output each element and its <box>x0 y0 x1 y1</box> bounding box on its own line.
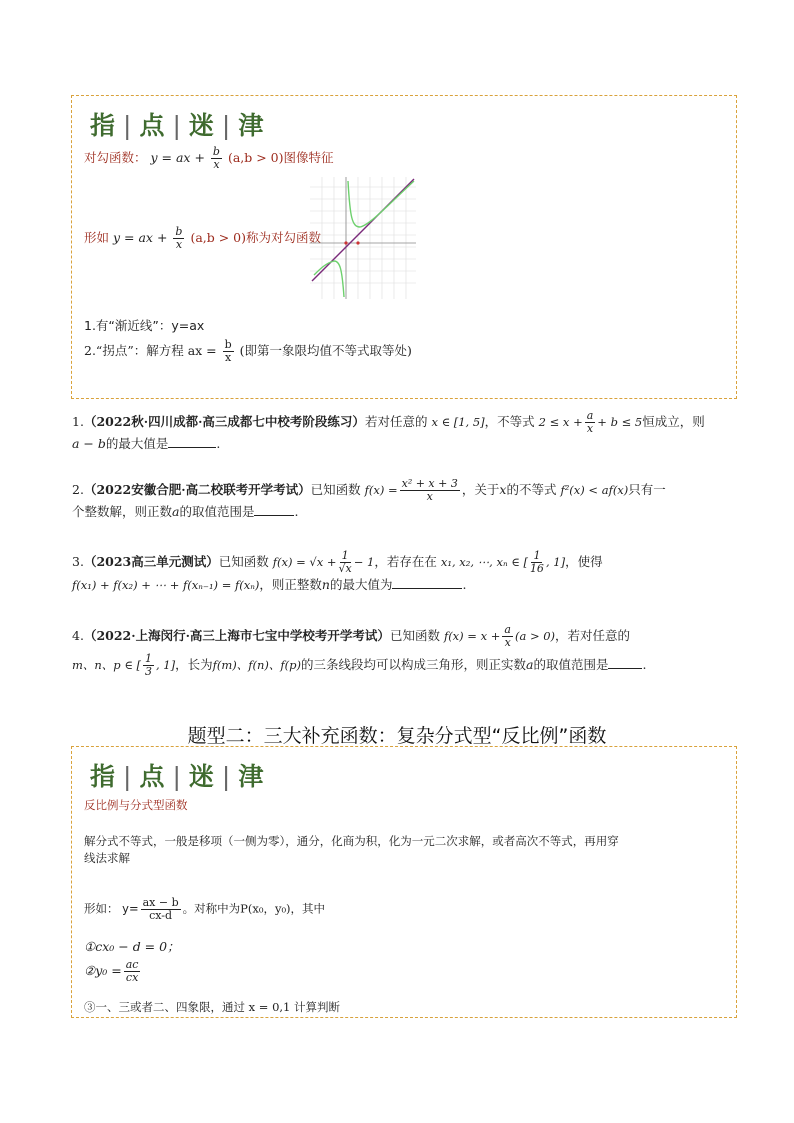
hook-function-graph <box>310 177 416 299</box>
turning-point-note: 2.“拐点”：解方程 ax = $\frac{b}{x}$ (即第一象限均值不等式取等处) <box>84 338 412 365</box>
hook-function-definition: 对勾函数： y = ax + $\frac{b}{x}$ (a,b > 0)图像特征 <box>84 145 334 172</box>
tip-heading: 指 | 点 | 迷 | 津 <box>90 111 266 140</box>
tip-heading: 指 | 点 | 迷 | 津 <box>90 762 266 791</box>
box2-item-3: ③一、三或者二、四象限，通过 x = 0,1 计算判断 <box>84 1000 341 1014</box>
hook-function-form: 形如 y = ax + $\frac{b}{x}$ (a,b > 0)称为对勾函数 <box>84 225 322 252</box>
asymptote-note: 1.有“渐近线”：y=ax <box>84 318 205 333</box>
tip-box-fractional-function <box>71 746 737 1018</box>
question-3: 3.（2023高三单元测试）已知函数 f(x) = √x + $\frac{1}{√x}$ − 1，若存在在 x₁, x₂, ⋯, xₙ ∈ [ $\frac{1}{16}$ , 1]，使得 f(x₁) + f(x₂) + ⋯ + f(xₙ₋₁) = f(xₙ)，则正整数n的最大值为 . <box>72 549 603 593</box>
section-title: 题型二：三大补充函数：复杂分式型“反比例”函数 <box>187 725 607 747</box>
box2-item-1: ①cx₀ − d = 0； <box>84 939 180 954</box>
box2-form: 形如： y= $\frac{ax - b}{cx-d}$ 。对称中为P(x₀，y₀)，其中 <box>84 896 326 923</box>
question-2: 2.（2022安徽合肥·高二校联考开学考试）已知函数 f(x) = $\frac{\text{x² + x + 3}}{x}$ ，关于x的不等式 f²(x) < af(x)只有一 个整数解，则正数a的取值范围是 . <box>72 477 666 520</box>
box2-subtitle: 反比例与分式型函数 <box>84 798 188 812</box>
tip-box-hook-function <box>71 95 737 399</box>
box2-item-2: ②y₀ = $\frac{ac}{cx}$ <box>84 958 139 985</box>
box2-paragraph: 解分式不等式，一般是移项（一侧为零），通分，化商为积，化为一元二次求解，或者高次不等式，再用穿 线法求解 <box>84 834 619 866</box>
question-1: 1.（2022秋·四川成都·高三成都七中校考阶段练习）若对任意的 x ∈ [1, 5]，不等式 2 ≤ x + $\frac{a}{x}$ + b ≤ 5恒成立，则 a − b的最大值是 . <box>72 409 705 452</box>
question-4: 4.（2022·上海闵行·高三上海市七宝中学校考开学考试）已知函数 f(x) = x + $\frac{a}{x}$ (a > 0)，若对任意的 m、n、p ∈ [ $\frac{1}{3}$ , 1]，长为f(m)、f(n)、f(p)的三条线段均可以构成三角形，则正实数a的取值范围是 . <box>72 623 647 679</box>
